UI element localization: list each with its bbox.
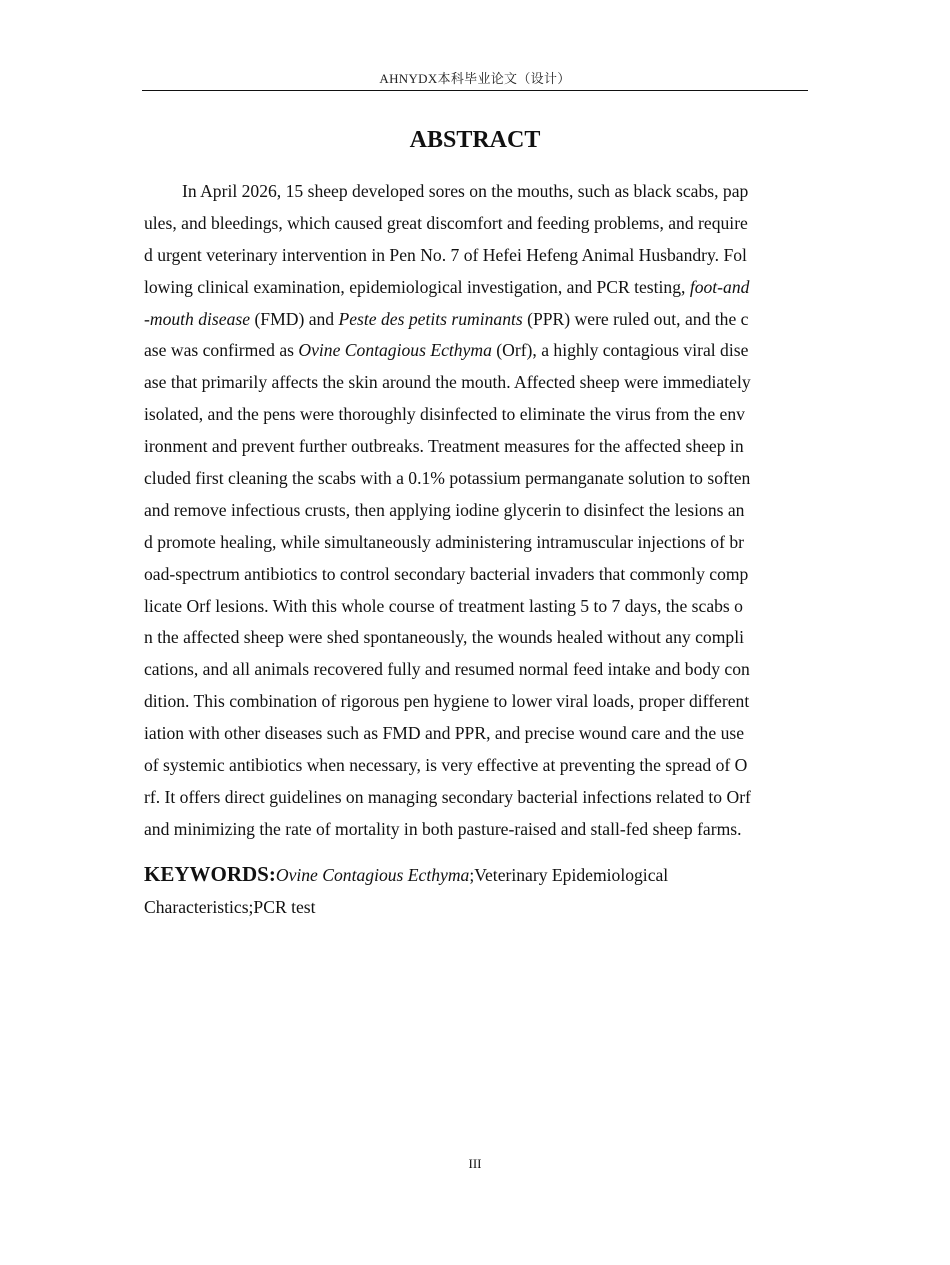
abstract-line: and minimizing the rate of mortality in both pasture-raised and stall-fed sheep farms. bbox=[144, 818, 742, 839]
italic-term: Ovine Contagious Ecthyma bbox=[298, 340, 492, 361]
abstract-line: cations, and all animals recovered fully and resumed normal feed intake and body con bbox=[144, 659, 750, 680]
abstract-line: isolated, and the pens were thoroughly disinfected to eliminate the virus from the env bbox=[144, 404, 745, 425]
abstract-line: licate Orf lesions. With this whole course of treatment lasting 5 to 7 days, the scabs o bbox=[144, 595, 743, 616]
abstract-line: iation with other diseases such as FMD and PPR, and precise wound care and the use bbox=[144, 723, 745, 744]
abstract-line: dition. This combination of rigorous pen hygiene to lower viral loads, proper different bbox=[144, 691, 750, 712]
abstract-line: n the affected sheep were shed spontaneously, the wounds healed without any compli bbox=[144, 627, 744, 648]
abstract-line: and remove infectious crusts, then applying iodine glycerin to disinfect the lesions an bbox=[144, 499, 745, 520]
abstract-line: cluded first cleaning the scabs with a 0.1% potassium permanganate solution to soften bbox=[144, 468, 751, 489]
keywords-rest: ;Veterinary Epidemiological bbox=[469, 865, 669, 885]
abstract-line: -mouth disease (FMD) and Peste des petits ruminants (PPR) were ruled out, and the c bbox=[144, 308, 749, 329]
abstract-line: ase was confirmed as Ovine Contagious Ecthyma (Orf), a highly contagious viral dise bbox=[144, 340, 749, 361]
abstract-line: ironment and prevent further outbreaks. Treatment measures for the affected sheep in bbox=[144, 436, 744, 457]
abstract-line: In April 2026, 15 sheep developed sores on the mouths, such as black scabs, pap bbox=[182, 181, 749, 201]
page-number: III bbox=[468, 1156, 482, 1171]
abstract-line: d urgent veterinary intervention in Pen No. 7 of Hefei Hefeng Animal Husbandry. Fol bbox=[144, 244, 747, 265]
abstract-body bbox=[144, 176, 808, 846]
abstract-line: d promote healing, while simultaneously administering intramuscular injections of br bbox=[144, 531, 745, 552]
abstract-line: ules, and bleedings, which caused great discomfort and feeding problems, and require bbox=[144, 212, 748, 233]
keywords-line bbox=[144, 858, 808, 891]
abstract-line: rf. It offers direct guidelines on managing secondary bacterial infections related to Orf bbox=[144, 786, 751, 807]
abstract-line: oad-spectrum antibiotics to control secondary bacterial invaders that commonly comp bbox=[144, 563, 749, 584]
keywords-rest: Characteristics;PCR test bbox=[144, 897, 316, 917]
italic-term: Peste des petits ruminants bbox=[338, 308, 523, 329]
running-header: AHNYDX本科毕业论文（设计） bbox=[379, 71, 571, 86]
keywords-label: KEYWORDS: bbox=[144, 862, 276, 886]
keywords-section bbox=[144, 858, 808, 923]
abstract-line: ase that primarily affects the skin around the mouth. Affected sheep were immediately bbox=[144, 372, 751, 393]
abstract-title: ABSTRACT bbox=[409, 127, 541, 153]
header-rule bbox=[142, 90, 808, 91]
italic-term: foot-and bbox=[689, 276, 750, 297]
abstract-line: of systemic antibiotics when necessary, is very effective at preventing the spread of O bbox=[144, 755, 748, 776]
italic-term: -mouth disease bbox=[144, 308, 251, 329]
abstract-line: lowing clinical examination, epidemiological investigation, and PCR testing, foot-and bbox=[144, 276, 750, 297]
keyword-italic-term: Ovine Contagious Ecthyma bbox=[275, 865, 470, 885]
keywords-line bbox=[144, 891, 808, 923]
